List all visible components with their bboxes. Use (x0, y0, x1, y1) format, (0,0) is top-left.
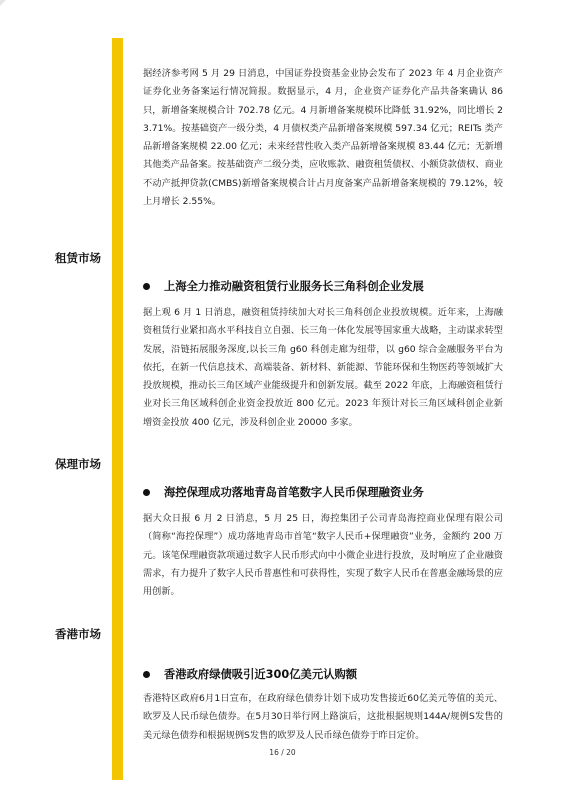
factoring-paragraph: 据大众日报 6 月 2 日消息，5 月 25 日，海控集团子公司青岛海控商业保理有限公司（简称“海控保理”）成功落地青岛市首笔“数字人民币+保理融资”业务，金额约 200 万元。该笔保理融资款项通过数字人民币形式向中小微企业进行投放，及时响应了企业融资需求，有力提升了数字人民币普惠性和可获得性，实现了数字人民币在普惠金融场景的应用创新。 (143, 513, 503, 598)
headline-leasing-text: 上海全力推动融资租赁行业服务长三角科创企业发展 (164, 280, 424, 293)
hongkong-paragraph: 香港特区政府6月1日宣布，在政府绿色债券计划下成功发售接近60亿美元等值的美元、欧罗及人民币绿色债券。在5月30日举行网上路演后，这批根据规则144A/规例S发售的美元绿色债券和根据规例S发售的欧罗及人民币绿色债券于昨日定价。 (143, 693, 503, 741)
bullet-icon (143, 283, 150, 290)
headline-factoring (143, 484, 424, 500)
page-number: 16 / 20 (269, 748, 296, 757)
bullet-icon (143, 489, 150, 496)
bullet-icon (143, 671, 150, 678)
section-title-factoring: 保理市场 (55, 457, 101, 471)
corner-mark (0, 0, 6, 6)
accent-bar (112, 38, 123, 780)
section-title-hongkong: 香港市场 (55, 627, 101, 641)
abs-paragraph: 据经济参考网 5 月 29 日消息，中国证券投资基金业协会发布了 2023 年 4 月企业资产证券化业务备案运行情况简报。数据显示，4 月，企业资产证券化产品共备案确认 86 只，新增备案规模合计 702.78 亿元。4 月新增备案规模环比降低 31.92%，同比增长 23.71%。按基础资产一级分类，4 月债权类产品新增备案规模 597.34 亿元；REITs 类产品新增备案规模 22.00 亿元；未来经营性收入类产品新增备案规模 83.44 亿元；无新增其他类产品备案。按基础资产二级分类，应收账款、融资租赁债权、小额贷款债权、商业不动产抵押贷款(CMBS)新增备案规模合计占月度备案产品新增备案规模的 79.12%，较上月增长 2.55%。 (143, 68, 503, 208)
headline-hongkong-text: 香港政府绿债吸引近300亿美元认购额 (164, 668, 358, 681)
headline-factoring-text: 海控保理成功落地青岛首笔数字人民币保理融资业务 (164, 486, 424, 499)
headline-leasing (143, 278, 424, 294)
leasing-paragraph: 据上观 6 月 1 日消息，融资租赁持续加大对长三角科创企业投放规模。近年来，上海融资租赁行业紧扣高水平科技自立自强、长三角一体化发展等国家重大战略，主动谋求转型发展，沿链拓展服务深度,以长三角 g60 科创走廊为纽带，以 g60 综合金融服务平台为依托，在新一代信息技术、高端装备、新材料、新能源、节能环保和生物医药等领域扩大投放规模，推动长三角区域产业能级提升和创新发展。截至 2022 年底，上海融资租赁行业对长三角区域科创企业资金投放近 800 亿元。2023 年预计对长三角区域科创企业新增资金投放 400 亿元，涉及科创企业 20000 多家。 (143, 307, 503, 428)
headline-hongkong (143, 666, 357, 682)
section-title-leasing: 租赁市场 (55, 251, 101, 265)
